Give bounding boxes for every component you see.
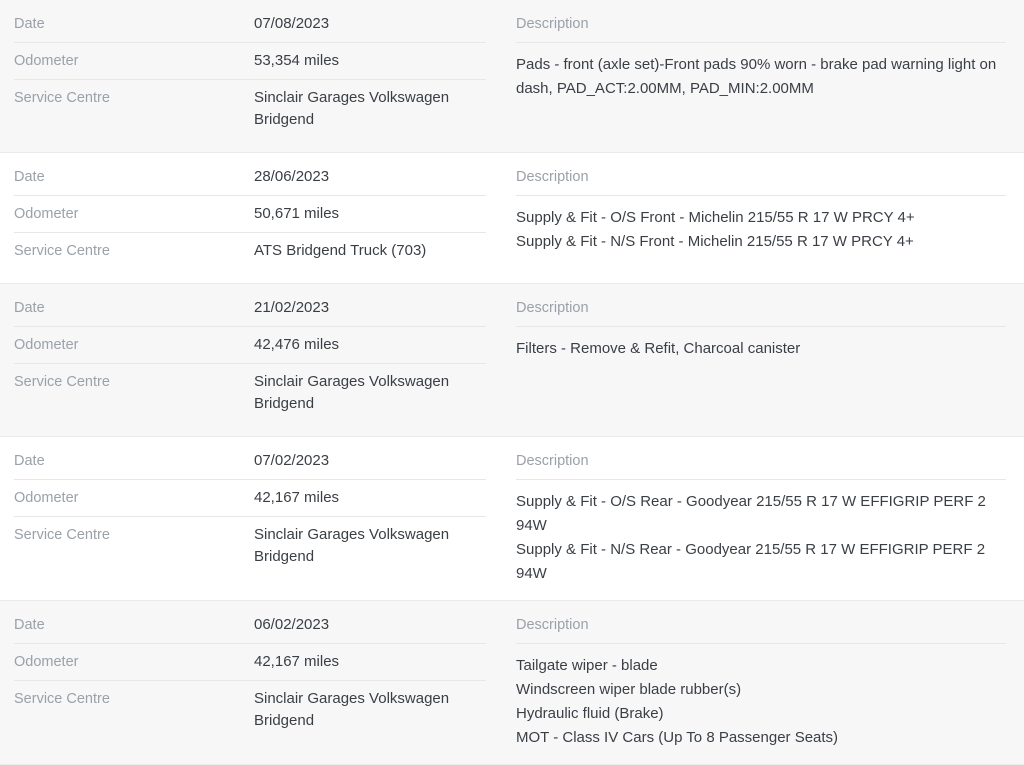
odometer-label: Odometer bbox=[14, 654, 79, 670]
date-label: Date bbox=[14, 300, 45, 316]
service-record bbox=[0, 437, 1024, 601]
record-details bbox=[0, 153, 500, 283]
record-description bbox=[500, 153, 1024, 283]
description-list bbox=[516, 644, 1006, 750]
description-list bbox=[516, 327, 1006, 361]
description-item: Supply & Fit - O/S Rear - Goodyear 215/55 R 17 W EFFIGRIP PERF 2 94W bbox=[516, 493, 986, 534]
record-description bbox=[500, 601, 1024, 764]
description-item: MOT - Class IV Cars (Up To 8 Passenger Seats) bbox=[516, 729, 839, 746]
field-row-date bbox=[14, 290, 486, 327]
service-centre-value: ATS Bridgend Truck (703) bbox=[254, 242, 427, 259]
field-row-service-centre bbox=[14, 364, 486, 422]
description-label: Description bbox=[516, 290, 1006, 327]
description-item: Windscreen wiper blade rubber(s) bbox=[516, 681, 742, 698]
date-value: 07/08/2023 bbox=[254, 15, 330, 32]
service-centre-label: Service Centre bbox=[14, 527, 110, 543]
description-label: Description bbox=[516, 6, 1006, 43]
service-record bbox=[0, 601, 1024, 765]
date-value: 06/02/2023 bbox=[254, 616, 330, 633]
service-centre-value: Sinclair Garages Volkswagen Bridgend bbox=[254, 373, 450, 412]
field-row-odometer bbox=[14, 327, 486, 364]
description-item: Hydraulic fluid (Brake) bbox=[516, 705, 664, 722]
service-record bbox=[0, 0, 1024, 153]
field-row-odometer bbox=[14, 480, 486, 517]
description-item: Tailgate wiper - blade bbox=[516, 657, 658, 674]
description-item: Filters - Remove & Refit, Charcoal canister bbox=[516, 340, 801, 357]
field-row-service-centre bbox=[14, 233, 486, 269]
odometer-value: 53,354 miles bbox=[254, 52, 340, 69]
odometer-value: 42,476 miles bbox=[254, 336, 340, 353]
record-details bbox=[0, 601, 500, 764]
field-row-odometer bbox=[14, 196, 486, 233]
record-details bbox=[0, 437, 500, 600]
description-label: Description bbox=[516, 159, 1006, 196]
service-centre-label: Service Centre bbox=[14, 243, 110, 259]
service-centre-value: Sinclair Garages Volkswagen Bridgend bbox=[254, 690, 450, 729]
odometer-label: Odometer bbox=[14, 206, 79, 222]
date-value: 21/02/2023 bbox=[254, 299, 330, 316]
date-label: Date bbox=[14, 169, 45, 185]
service-centre-label: Service Centre bbox=[14, 90, 110, 106]
record-details bbox=[0, 0, 500, 152]
date-value: 28/06/2023 bbox=[254, 168, 330, 185]
odometer-label: Odometer bbox=[14, 490, 79, 506]
record-description bbox=[500, 437, 1024, 600]
description-item: Supply & Fit - N/S Front - Michelin 215/55 R 17 W PRCY 4+ bbox=[516, 233, 914, 250]
field-row-date bbox=[14, 6, 486, 43]
service-centre-label: Service Centre bbox=[14, 691, 110, 707]
service-centre-value: Sinclair Garages Volkswagen Bridgend bbox=[254, 89, 450, 128]
record-description bbox=[500, 284, 1024, 436]
odometer-value: 42,167 miles bbox=[254, 653, 340, 670]
date-label: Date bbox=[14, 453, 45, 469]
description-label: Description bbox=[516, 607, 1006, 644]
odometer-value: 42,167 miles bbox=[254, 489, 340, 506]
field-row-odometer bbox=[14, 644, 486, 681]
service-centre-value: Sinclair Garages Volkswagen Bridgend bbox=[254, 526, 450, 565]
service-record bbox=[0, 153, 1024, 284]
field-row-date bbox=[14, 159, 486, 196]
description-list bbox=[516, 480, 1006, 586]
description-item: Pads - front (axle set)-Front pads 90% worn - brake pad warning light on dash, PAD_ACT:2.00MM, PAD_MIN:2.00MM bbox=[516, 56, 997, 97]
description-list bbox=[516, 43, 1006, 101]
field-row-service-centre bbox=[14, 517, 486, 575]
field-row-date bbox=[14, 607, 486, 644]
description-item: Supply & Fit - N/S Rear - Goodyear 215/55 R 17 W EFFIGRIP PERF 2 94W bbox=[516, 541, 986, 582]
odometer-label: Odometer bbox=[14, 53, 79, 69]
record-description bbox=[500, 0, 1024, 152]
description-item: Supply & Fit - O/S Front - Michelin 215/55 R 17 W PRCY 4+ bbox=[516, 209, 915, 226]
date-label: Date bbox=[14, 617, 45, 633]
date-label: Date bbox=[14, 16, 45, 32]
service-record bbox=[0, 284, 1024, 437]
record-details bbox=[0, 284, 500, 436]
service-centre-label: Service Centre bbox=[14, 374, 110, 390]
field-row-service-centre bbox=[14, 681, 486, 739]
field-row-date bbox=[14, 443, 486, 480]
field-row-service-centre bbox=[14, 80, 486, 138]
description-label: Description bbox=[516, 443, 1006, 480]
field-row-odometer bbox=[14, 43, 486, 80]
date-value: 07/02/2023 bbox=[254, 452, 330, 469]
description-list bbox=[516, 196, 1006, 254]
odometer-label: Odometer bbox=[14, 337, 79, 353]
odometer-value: 50,671 miles bbox=[254, 205, 340, 222]
